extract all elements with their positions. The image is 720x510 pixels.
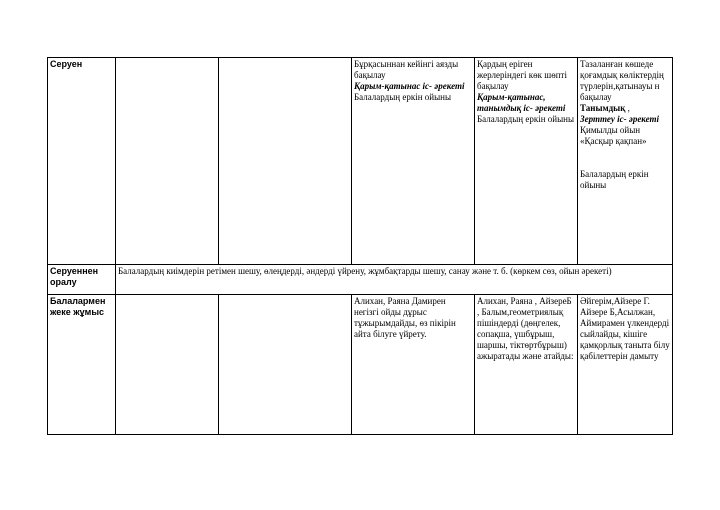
return-text-cell — [116, 265, 673, 295]
return-label: Серуеннен оралу — [50, 266, 99, 287]
individual-cell-col5 — [475, 295, 578, 435]
walk-cell-col4 — [352, 58, 475, 265]
walk-col6-activity-2: Зерттеу іс- әрекеті — [580, 114, 659, 124]
individual-cell-col6 — [578, 295, 673, 435]
individual-label-cell — [48, 295, 116, 435]
individual-empty-cell-2 — [219, 295, 352, 435]
walk-col5-activity: Қарым-қатынас, танымдық іс- әрекеті — [477, 92, 566, 113]
individual-empty-cell-1 — [116, 295, 219, 435]
walk-col6-activity-cognitive: Танымдық — [580, 103, 626, 113]
walk-label-cell — [48, 58, 116, 265]
walk-col5-free-play: Балалардың еркін ойыны — [477, 114, 575, 124]
return-label-cell — [48, 265, 116, 295]
walk-col6-observation: Тазаланған көшеде қоғамдық көліктердің түрлерін,қатынауы н бақылау — [580, 59, 664, 102]
walk-col6-free-play: Балалардың еркін ойыны — [580, 169, 649, 190]
daily-plan-table — [47, 57, 673, 435]
individual-col5-text: Алихан, Раяна , АйзереБ , Балым,геометриялық пішіндерді (дөңгелек, сопақша, үшбұрыш, шаршы, тіктөртбұрыш) ажыратады және атайды: — [477, 296, 574, 361]
return-row — [48, 265, 673, 295]
walk-col5-observation: Қардың еріген жерлеріндегі көк шөпті бақылау — [477, 59, 567, 91]
individual-col6-text: Әйгерім,Айзере Г. Айзере Б,Асылжан, Аймирамен үлкендерді сыйлайды, кішіге қамқорлық таныта білу қабілеттерін дамыту — [580, 296, 670, 361]
walk-col4-observation: Бұрқасыннан кейінгі аязды бақылау — [354, 59, 459, 80]
walk-empty-cell-1 — [116, 58, 219, 265]
walk-col4-free-play: Балалардың еркін ойыны — [354, 92, 452, 102]
individual-col4-text: Алихан, Раяна Дамирен негізгі ойды дұрыс тұжырымдайды, өз пікірін айта білуге үйрету. — [354, 296, 456, 339]
walk-label: Серуен — [50, 59, 83, 69]
individual-work-row — [48, 295, 673, 435]
walk-col4-activity: Қарым-қатынас іс- әрекеті — [354, 81, 465, 91]
walk-col6-activity-comma: , — [625, 103, 630, 113]
return-text: Балалардың киімдерін ретімен шешу, өлеңдерді, әндерді үйрену, жұмбақтарды шешу, санау және т. б. (көркем сөз, ойын әрекеті) — [118, 266, 612, 276]
walk-col6-game: Қимылды ойын «Қасқыр қақпан» — [580, 125, 647, 146]
walk-cell-col6 — [578, 58, 673, 265]
walk-col6-activity-1 — [580, 103, 670, 114]
walk-row — [48, 58, 673, 265]
walk-empty-cell-2 — [219, 58, 352, 265]
walk-cell-col5 — [475, 58, 578, 265]
individual-label: Балалармен жеке жұмыс — [50, 296, 106, 317]
individual-cell-col4 — [352, 295, 475, 435]
